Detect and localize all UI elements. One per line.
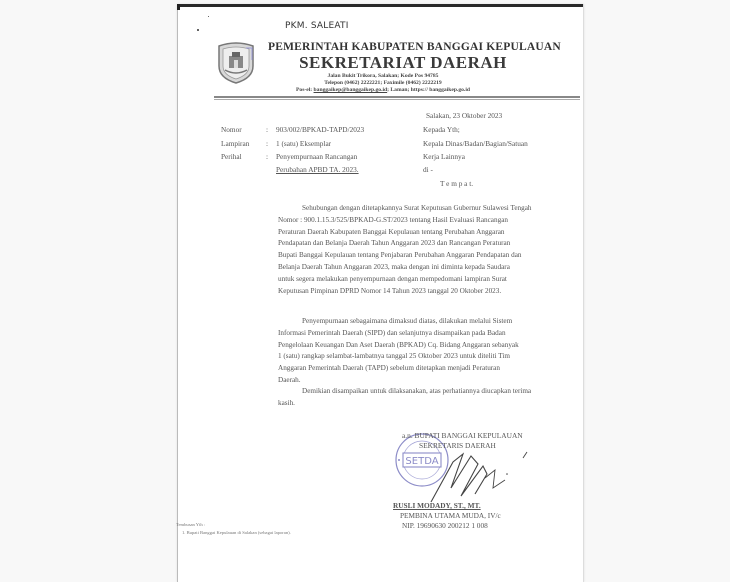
scan-top-edge xyxy=(178,4,583,7)
scan-corner-mark xyxy=(177,4,180,10)
body-line: 1 (satu) rangkap selambat-lambatnya tanggal 25 Oktober 2023 untuk diteliti Tim xyxy=(278,352,510,361)
body-line: Anggaran Pemerintah Daerah (TAPD) sebelum ditetapkan menjadi Peraturan xyxy=(278,364,500,373)
email-link[interactable]: banggaikep@banggaikep.go.id xyxy=(313,87,388,93)
scan-speck xyxy=(208,16,209,17)
nomor-label: Nomor xyxy=(221,125,242,134)
body-line: Bupati Banggai Kepulauan tentang Penjabaran Perubahan Anggaran Pendapatan dan xyxy=(278,251,522,260)
body-line: Pendapatan dan Belanja Daerah Tahun Anggaran 2023 dan Rancangan Peraturan xyxy=(278,239,511,248)
stamp-text: SETDA xyxy=(405,456,439,467)
perihal-label: Perihal xyxy=(221,152,242,161)
place-date: Salakan, 23 Oktober 2023 xyxy=(426,111,503,120)
colon: : xyxy=(266,125,269,134)
body-line: Peraturan Daerah Kabupaten Banggai Kepulauan tentang Perubahan Anggaran xyxy=(278,227,505,236)
body-paragraph-2 xyxy=(278,316,552,387)
letterhead-divider xyxy=(214,96,580,98)
colon: : xyxy=(266,152,269,161)
body-line: Demikian disampaikan untuk dilaksanakan, atas perhatiannya diucapkan terima xyxy=(302,387,532,395)
signatory-nip: NIP. 19690630 200212 1 008 xyxy=(402,521,488,530)
letterhead-address: Jalan Bukit Trikora, Salakan; Kode Pos 94785 xyxy=(327,73,439,79)
letterhead-government: PEMERINTAH KABUPATEN BANGGAI KEPULAUAN xyxy=(268,41,561,53)
lampiran-value: 1 (satu) Eksemplar xyxy=(276,139,332,148)
cc-item: 1. Bupati Banggai Kepulauan di Salakan (sebagai laporan). xyxy=(182,530,291,535)
colon: : xyxy=(266,139,269,148)
body-line: kasih. xyxy=(278,398,295,407)
recipient-line: Kerja Lainnya xyxy=(423,152,465,161)
body-line: Pengelolaan Keuangan Dan Aset Daerah (BPKAD) Cq. Bidang Anggaran sebanyak xyxy=(278,340,519,349)
signatory-name: RUSLI MODADY, ST., MT. xyxy=(393,501,481,510)
body-line: Sehubungan dengan ditetapkannya Surat Keputusan Gubernur Sulawesi Tengah xyxy=(302,204,532,212)
body-line: Keputusan Pimpinan DPRD Nomor 14 Tahun 2023 tanggal 20 Oktober 2023. xyxy=(278,286,502,295)
handwritten-note: PKM. SALEATI xyxy=(285,21,349,31)
recipient-greeting: Kepada Yth; xyxy=(423,125,460,134)
letterhead-contact xyxy=(238,87,528,93)
nomor-value: 903/002/BPKAD-TAPD/2023 xyxy=(276,125,365,134)
body-line: untuk segera melakukan penyempurnaan dengan mempedomani lampiran Surat xyxy=(278,274,507,283)
letterhead-phone: Telepon (0462) 2222221; Faximile (0462) 2222219 xyxy=(324,80,442,86)
letterhead-office: SEKRETARIAT DAERAH xyxy=(299,53,507,72)
letterhead-divider-thin xyxy=(214,99,580,100)
cc-label: Tembusan Yth : xyxy=(176,522,206,527)
body-line: Daerah. xyxy=(278,375,301,384)
website-text: ; Laman; https:// banggaikep.go.id xyxy=(387,87,470,93)
signature-title: a.n. BUPATI BANGGAI KEPULAUAN xyxy=(402,431,523,440)
recipient-line: Kepala Dinas/Badan/Bagian/Satuan xyxy=(423,139,528,148)
document-page xyxy=(177,4,584,582)
body-line: Informasi Pemerintah Daerah (SIPD) dan selanjutnya disampaikan pada Badan xyxy=(278,328,506,337)
email-label: Pos-el: xyxy=(295,87,314,93)
perihal-value-line2: Perubahan APBD TA. 2023. xyxy=(276,165,359,174)
recipient-location: di - xyxy=(423,165,433,174)
scan-speck xyxy=(197,29,199,31)
signatory-rank: PEMBINA UTAMA MUDA, IV/c xyxy=(400,511,501,520)
body-line: Penyempurnaan sebagaimana dimaksud diatas, dilakukan melalui Sistem xyxy=(302,317,513,325)
body-paragraph-3 xyxy=(278,386,552,410)
perihal-value-line1: Penyempurnaan Rancangan xyxy=(276,152,358,161)
signature-position: SEKRETARIS DAERAH xyxy=(419,441,496,450)
body-paragraph-1 xyxy=(278,203,552,297)
body-line: Belanja Daerah Tahun Anggaran 2023, maka dengan ini diminta kepada Saudara xyxy=(278,262,510,271)
body-line: Nomor : 900.1.15.3/525/BPKAD-G.ST/2023 tentang Hasil Evaluasi Rancangan xyxy=(278,215,508,224)
lampiran-label: Lampiran xyxy=(221,139,250,148)
recipient-place: T e m p a t. xyxy=(440,179,474,188)
